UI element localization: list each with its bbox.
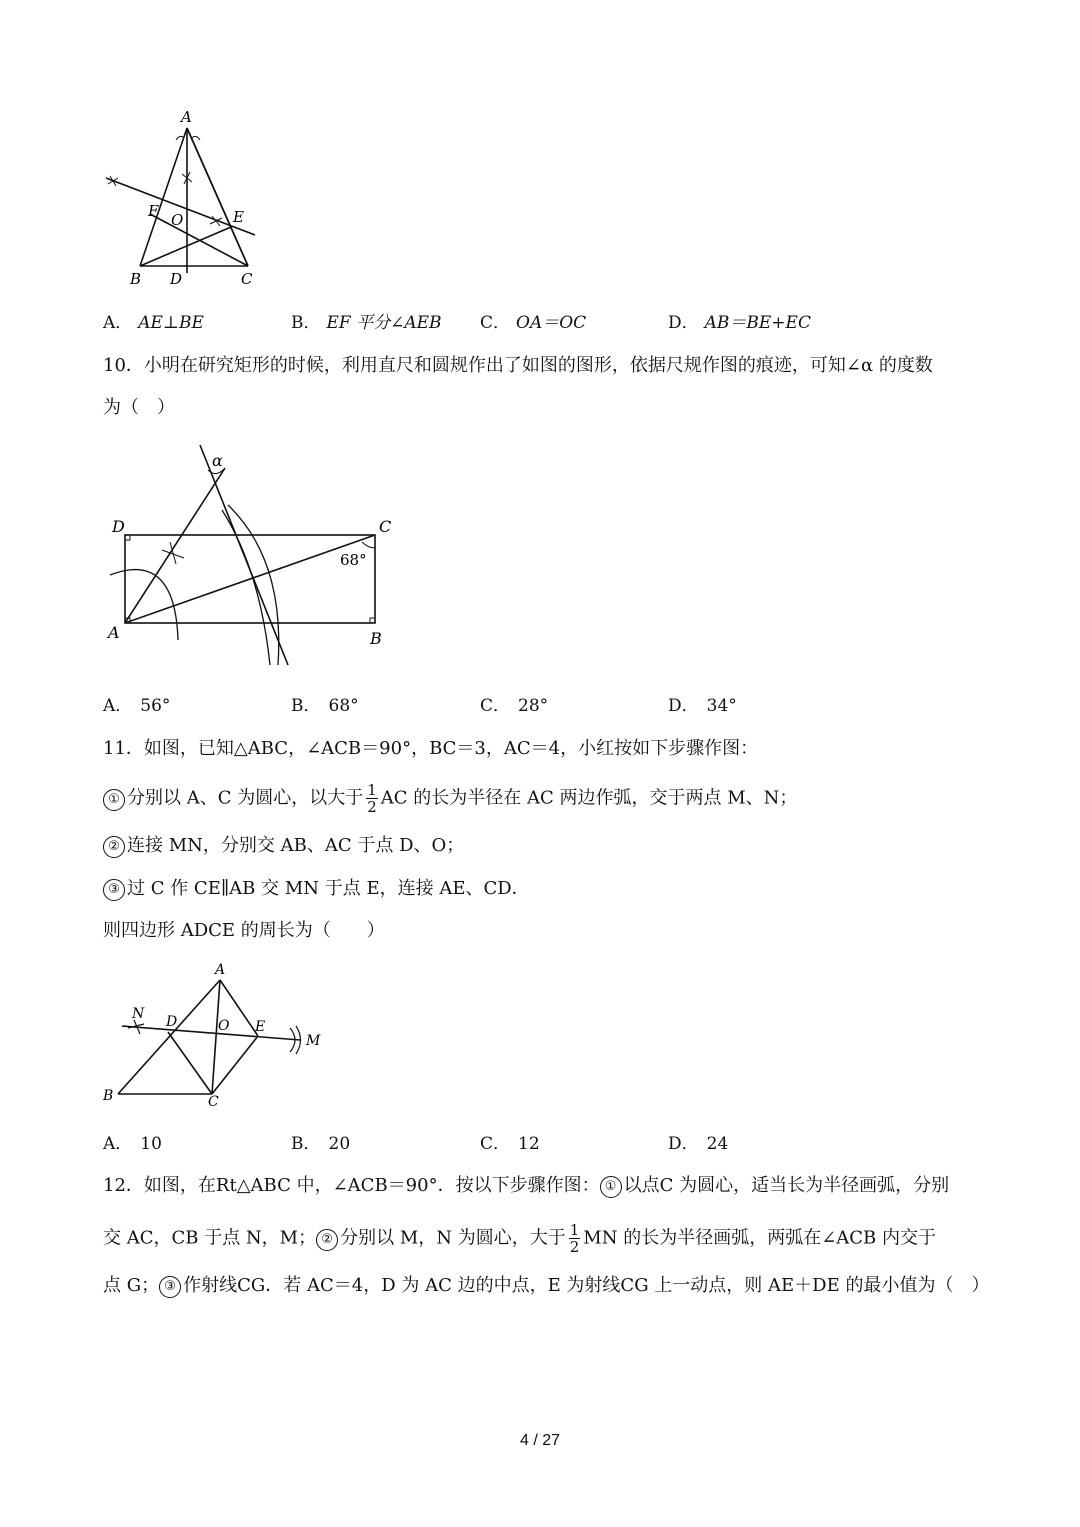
page-number: 4 / 27 — [519, 1432, 561, 1449]
q10-label-B: B — [370, 629, 382, 648]
q10-figure — [100, 440, 400, 670]
q11-label-C: C — [208, 1094, 219, 1110]
q10-option-d[interactable]: D． 34° — [668, 696, 737, 716]
q11-question: 则四边形 ADCE 的周长为（ ） — [103, 920, 385, 941]
q9-label-D: D — [170, 270, 183, 288]
q10-label-C: C — [379, 517, 392, 536]
q9-label-A: A — [181, 108, 192, 126]
q9-label-O: O — [171, 211, 184, 229]
q11-label-O: O — [218, 1018, 230, 1034]
q11-step1: ① 分别以 A、C 为圆心，以大于 $\frac{1}{2}$ AC 的长为半径在 AC 两边作弧，交于两点 M、N； — [103, 782, 797, 815]
q10-option-c[interactable]: C． 28° — [480, 696, 549, 716]
q12-stem-line2: 交 AC，CB 于点 N，M； ② 分别以 M，N 为圆心，大于 $\frac{1}{2}$ MN 的长为半径画弧，两弧在∠ACB 内交于 — [103, 1221, 937, 1256]
q11-stem-line1: 11．如图，已知△ABC，∠ACB＝90°，BC＝3，AC＝4，小红按如下步骤作图： — [103, 738, 759, 759]
q11-step1-mark: ① — [103, 789, 125, 811]
q11-label-E: E — [255, 1019, 266, 1035]
q11-step2: ② 连接 MN，分别交 AB、AC 于点 D、O； — [103, 833, 464, 859]
q10-stem-line2: 为（ ） — [103, 397, 175, 418]
q11-step3: ③ 过 C 作 CE∥AB 交 MN 于点 E，连接 AE、CD． — [103, 876, 530, 902]
q11-step2-mark: ② — [103, 836, 125, 858]
q11-label-B: B — [103, 1088, 114, 1104]
q11-option-c[interactable]: C． 12 — [480, 1134, 540, 1154]
q10-option-b[interactable]: B． 68° — [291, 696, 359, 716]
q10-label-A: A — [108, 623, 120, 642]
q11-option-d[interactable]: D． 24 — [668, 1134, 729, 1154]
q12-fraction: $\frac{1}{2}$ — [569, 1221, 580, 1256]
q10-option-a[interactable]: A． 56° — [103, 696, 171, 716]
q11-fraction: $\frac{1}{2}$ — [367, 781, 377, 816]
q10-label-D: D — [112, 517, 125, 536]
q11-figure — [100, 960, 330, 1110]
q12-stem-line1: 12．如图，在Rt△ABC 中，∠ACB＝90°．按以下步骤作图： ① 以点C 为圆心，适当长为半径画弧，分别 — [103, 1175, 950, 1196]
q11-option-b[interactable]: B． 20 — [291, 1134, 351, 1154]
q10-label-alpha: α — [212, 451, 223, 470]
q9-label-C: C — [241, 270, 253, 288]
q11-label-A: A — [215, 962, 226, 978]
q11-label-M: M — [306, 1033, 321, 1049]
q9-option-d[interactable]: D． AB＝BE+EC — [668, 313, 811, 333]
q9-label-B: B — [130, 270, 142, 288]
q11-option-a[interactable]: A． 10 — [103, 1134, 162, 1154]
q10-label-angle: 68° — [340, 551, 367, 569]
q9-label-F: F — [148, 202, 159, 220]
q9-figure — [100, 108, 270, 293]
q12-step2-mark: ② — [316, 1229, 338, 1251]
q9-label-E: E — [233, 208, 244, 226]
q12-step3-mark: ③ — [159, 1276, 181, 1298]
q10-stem-line1: 10．小明在研究矩形的时候，利用直尺和圆规作出了如图的图形，依据尺规作图的痕迹，可知∠α 的度数 — [103, 355, 933, 376]
q9-option-a[interactable]: A． AE⊥BE — [103, 313, 204, 333]
q11-label-N: N — [132, 1006, 145, 1022]
q9-option-c[interactable]: C． OA＝OC — [480, 313, 587, 333]
q12-stem-line3: 点 G； ③ 作射线CG．若 AC＝4，D 为 AC 边的中点，E 为射线CG 上一动点，则 AE＋DE 的最小值为（ ） — [103, 1275, 990, 1296]
q11-step3-mark: ③ — [103, 879, 125, 901]
q9-option-b[interactable]: B． EF 平分∠AEB — [291, 313, 442, 333]
q12-step1-mark: ① — [600, 1176, 622, 1198]
q11-label-D: D — [166, 1014, 178, 1030]
